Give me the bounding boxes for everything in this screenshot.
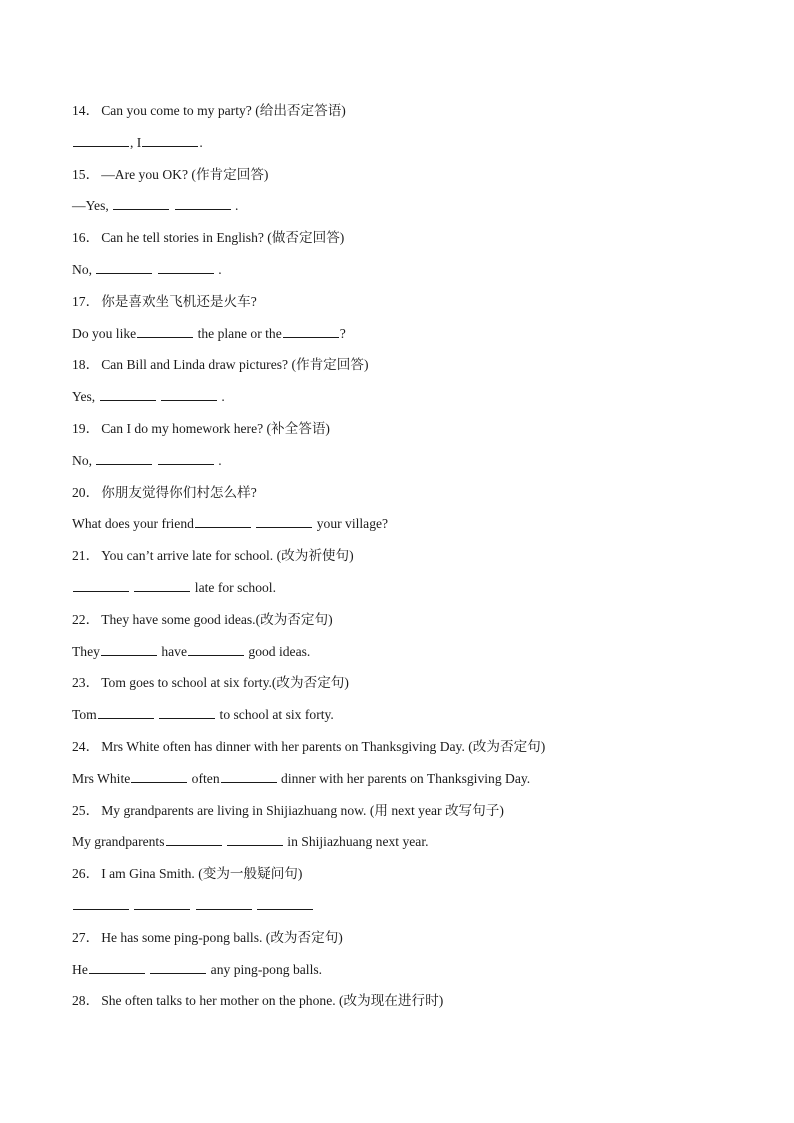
answer-blank[interactable] [195, 514, 251, 528]
answer-blank[interactable] [150, 960, 206, 974]
answer-blank[interactable] [158, 451, 214, 465]
question-prompt: I am Gina Smith. (变为一般疑问句) [101, 866, 303, 882]
question-prompt: Tom goes to school at six forty.(改为否定句) [101, 675, 349, 691]
answer-text: have [157, 643, 187, 659]
answer-line [72, 195, 732, 227]
answer-blank[interactable] [96, 260, 152, 274]
answer-text [155, 707, 158, 722]
question-prompt: My grandparents are living in Shijiazhuang now. (用 next year 改写句子) [101, 802, 504, 818]
answer-blank[interactable] [134, 578, 190, 592]
answer-blank[interactable] [188, 642, 244, 656]
answer-blank[interactable] [73, 896, 129, 910]
question-line [72, 927, 732, 959]
answer-line [72, 513, 732, 545]
answer-line [72, 450, 732, 482]
answer-blank[interactable] [137, 324, 193, 338]
question-line [72, 609, 732, 641]
answer-text: Do you like [72, 325, 137, 341]
answer-blank[interactable] [142, 133, 198, 147]
answer-text: He [72, 961, 88, 977]
question-line [72, 672, 732, 704]
exercise-document [72, 100, 732, 1022]
question-number: 23． [72, 675, 100, 691]
answer-text [153, 453, 156, 468]
question-number: 26． [72, 866, 100, 882]
answer-text: Tom [72, 707, 97, 723]
question-prompt: He has some ping-pong balls. (改为否定句) [101, 929, 343, 945]
answer-line [72, 386, 732, 418]
question-number: 22． [72, 611, 100, 627]
question-line [72, 100, 732, 132]
answer-line [72, 704, 732, 736]
answer-blank[interactable] [161, 387, 217, 401]
answer-blank[interactable] [256, 514, 312, 528]
answer-text: dinner with her parents on Thanksgiving Day. [277, 770, 531, 786]
answer-line [72, 641, 732, 673]
answer-text: often [188, 770, 220, 786]
question-line [72, 482, 732, 514]
question-line [72, 545, 732, 577]
answer-blank[interactable] [73, 578, 129, 592]
answer-text [130, 898, 133, 913]
question-line [72, 863, 732, 895]
answer-text: your village? [313, 516, 389, 532]
answer-blank[interactable] [283, 324, 339, 338]
answer-blank[interactable] [196, 896, 252, 910]
answer-text: ? [339, 325, 346, 341]
question-prompt: Can Bill and Linda draw pictures? (作肯定回答) [101, 357, 369, 373]
answer-text: They [72, 643, 100, 659]
answer-line [72, 831, 732, 863]
question-number: 17． [72, 293, 100, 309]
question-prompt: 你朋友觉得你们村怎么样? [101, 484, 257, 500]
question-number: 18． [72, 357, 100, 373]
answer-blank[interactable] [159, 705, 215, 719]
answer-text [130, 580, 133, 595]
answer-text: —Yes, [72, 198, 113, 214]
answer-text [146, 962, 149, 977]
question-prompt: She often talks to her mother on the phone. (改为现在进行时) [101, 993, 444, 1009]
question-number: 20． [72, 484, 100, 500]
question-prompt: You can’t arrive late for school. (改为祈使句) [101, 548, 354, 564]
answer-line [72, 577, 732, 609]
answer-text: . [214, 452, 222, 468]
answer-text [157, 389, 160, 404]
question-number: 28． [72, 993, 100, 1009]
question-prompt: 你是喜欢坐飞机还是火车? [101, 293, 257, 309]
question-prompt: Can he tell stories in English? (做否定回答) [101, 230, 345, 246]
answer-text: , I [130, 134, 142, 150]
answer-text [253, 898, 256, 913]
answer-text [252, 516, 255, 531]
question-number: 19． [72, 420, 100, 436]
answer-blank[interactable] [257, 896, 313, 910]
answer-text: What does your friend [72, 516, 194, 532]
answer-text: My grandparents [72, 834, 165, 850]
answer-text: the plane or the [194, 325, 282, 341]
question-number: 21． [72, 548, 100, 564]
answer-text: Mrs White [72, 770, 131, 786]
question-number: 27． [72, 929, 100, 945]
question-line [72, 354, 732, 386]
answer-blank[interactable] [73, 133, 129, 147]
question-prompt: Can you come to my party? (给出否定答语) [101, 103, 346, 118]
answer-text [153, 262, 156, 277]
question-number: 24． [72, 738, 100, 754]
answer-text: No, [72, 452, 96, 468]
answer-text [191, 898, 194, 913]
answer-line [72, 323, 732, 355]
question-line [72, 291, 732, 323]
answer-text: to school at six forty. [216, 707, 334, 723]
answer-text: late for school. [191, 579, 276, 595]
question-number: 25． [72, 802, 100, 818]
answer-text: . [231, 198, 239, 214]
answer-blank[interactable] [175, 196, 231, 210]
question-number: 16． [72, 230, 100, 246]
answer-text: good ideas. [245, 643, 311, 659]
answer-blank[interactable] [166, 832, 222, 846]
answer-line [72, 959, 732, 991]
question-line [72, 418, 732, 450]
answer-text: any ping-pong balls. [207, 961, 323, 977]
answer-blank[interactable] [158, 260, 214, 274]
question-prompt: —Are you OK? (作肯定回答) [101, 166, 269, 182]
answer-blank[interactable] [89, 960, 145, 974]
question-prompt: Can I do my homework here? (补全答语) [101, 420, 330, 436]
answer-text [223, 834, 226, 849]
answer-text: . [199, 134, 203, 150]
answer-text: in Shijiazhuang next year. [283, 834, 429, 850]
question-line [72, 800, 732, 832]
answer-line [72, 259, 732, 291]
question-line [72, 990, 732, 1022]
answer-blank[interactable] [221, 769, 277, 783]
answer-text: . [217, 389, 225, 405]
answer-text: No, [72, 261, 96, 277]
answer-text: . [214, 261, 222, 277]
question-line [72, 736, 732, 768]
answer-blank[interactable] [100, 387, 156, 401]
answer-blank[interactable] [101, 642, 157, 656]
answer-blank[interactable] [98, 705, 154, 719]
question-number: 14． [72, 103, 100, 118]
answer-text: Yes, [72, 389, 99, 405]
answer-blank[interactable] [113, 196, 169, 210]
answer-line [72, 768, 732, 800]
answer-blank[interactable] [227, 832, 283, 846]
answer-blank[interactable] [134, 896, 190, 910]
question-line [72, 164, 732, 196]
question-number: 15． [72, 166, 100, 182]
answer-blank[interactable] [131, 769, 187, 783]
question-prompt: They have some good ideas.(改为否定句) [101, 611, 333, 627]
question-line [72, 227, 732, 259]
answer-blank[interactable] [96, 451, 152, 465]
answer-line [72, 895, 732, 927]
answer-line [72, 132, 732, 164]
answer-text [170, 198, 173, 213]
question-prompt: Mrs White often has dinner with her parents on Thanksgiving Day. (改为否定句) [101, 738, 546, 754]
